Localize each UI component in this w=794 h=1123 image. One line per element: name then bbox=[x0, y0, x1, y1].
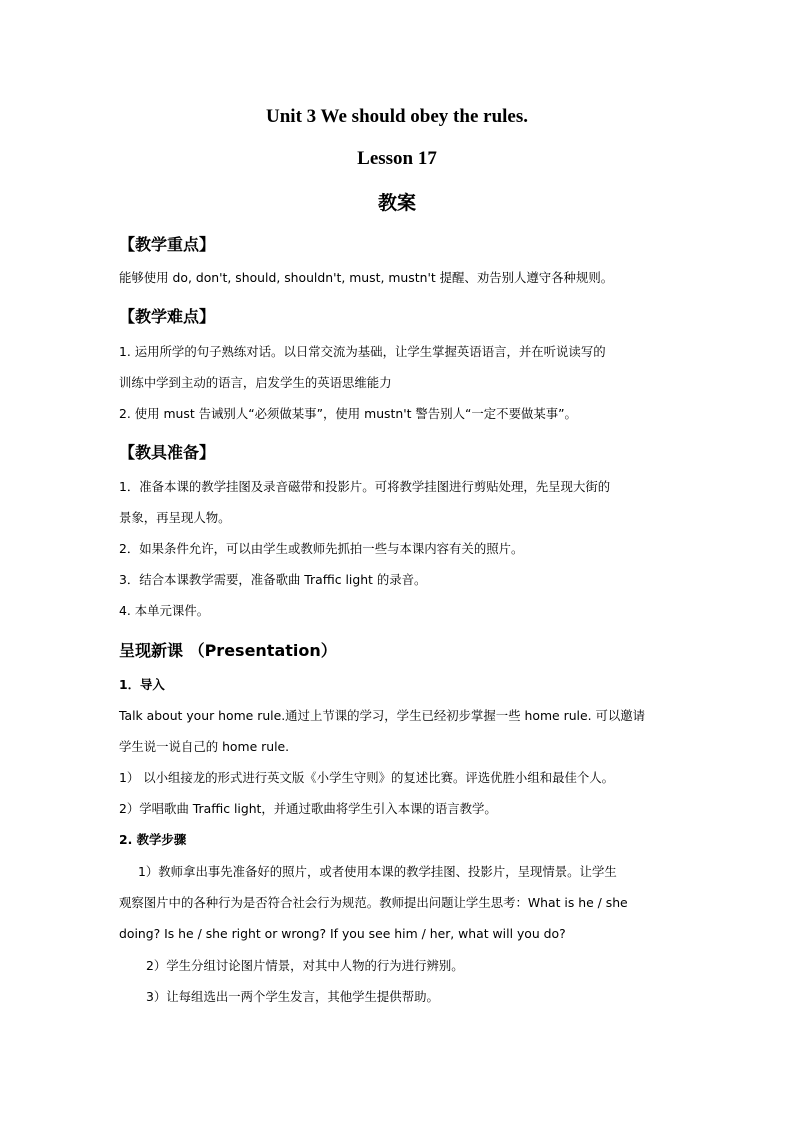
difficulties-item2: 2. 使用 must 告诫别人“必须做某事”，使用 mustn't 警告别人“一定不要做某事”。 bbox=[119, 406, 577, 421]
materials-item4: 4. 本单元课件。 bbox=[119, 603, 210, 618]
materials-heading: 【教具准备】 bbox=[119, 443, 216, 462]
unit-title: Unit 3 We should obey the rules. bbox=[266, 106, 528, 127]
materials-item1-line1: 1．准备本课的教学挂图及录音磁带和投影片。可将教学挂图进行剪贴处理，先呈现大街的 bbox=[119, 479, 611, 494]
materials-item3: 3．结合本课教学需要，准备歌曲 Traffic light 的录音。 bbox=[119, 572, 427, 587]
step1-title: 1．导入 bbox=[119, 677, 165, 692]
materials-item2: 2．如果条件允许，可以由学生或教师先抓拍一些与本课内容有关的照片。 bbox=[119, 541, 524, 556]
materials-item1-line2: 景象，再呈现人物。 bbox=[119, 510, 231, 525]
difficulties-item1-line1: 1. 运用所学的句子熟练对话。以日常交流为基础，让学生掌握英语语言，并在听说读写的 bbox=[119, 344, 606, 359]
step2-item1-line1: 1）教师拿出事先准备好的照片，或者使用本课的教学挂图、投影片，呈现情景。让学生 bbox=[138, 864, 617, 879]
step2-item2: 2）学生分组讨论图片情景，对其中人物的行为进行辨别。 bbox=[146, 958, 464, 973]
difficulties-heading: 【教学难点】 bbox=[119, 307, 216, 326]
step1-line1: Talk about your home rule.通过上节课的学习，学生已经初步掌握一些 home rule. 可以邀请 bbox=[119, 708, 646, 723]
step2-item3: 3）让每组选出一两个学生发言，其他学生提供帮助。 bbox=[146, 989, 439, 1004]
step1-item2: 2）学唱歌曲 Traffic light，并通过歌曲将学生引入本课的语言教学。 bbox=[119, 801, 497, 816]
step1-item1: 1） 以小组接龙的形式进行英文版《小学生守则》的复述比赛。评选优胜小组和最佳个人。 bbox=[119, 770, 615, 785]
presentation-heading: 呈现新课 （Presentation） bbox=[119, 641, 337, 660]
doc-type-title: 教案 bbox=[377, 192, 416, 214]
step1-line2: 学生说一说自己的 home rule. bbox=[119, 739, 290, 754]
step2-title: 2. 教学步骤 bbox=[119, 832, 187, 847]
key-points-heading: 【教学重点】 bbox=[119, 235, 216, 254]
step2-item1-line3: doing? Is he / she right or wrong? If you see him / her, what will you do? bbox=[119, 926, 566, 941]
key-points-text: 能够使用 do, don't, should, shouldn't, must, mustn't 提醒、劝告别人遵守各种规则。 bbox=[119, 270, 614, 285]
difficulties-item1-line2: 训练中学到主动的语言，启发学生的英语思维能力 bbox=[119, 375, 392, 390]
step2-item1-line2: 观察图片中的各种行为是否符合社会行为规范。教师提出问题让学生思考：What is he / she bbox=[119, 895, 628, 910]
lesson-title: Lesson 17 bbox=[357, 148, 437, 169]
